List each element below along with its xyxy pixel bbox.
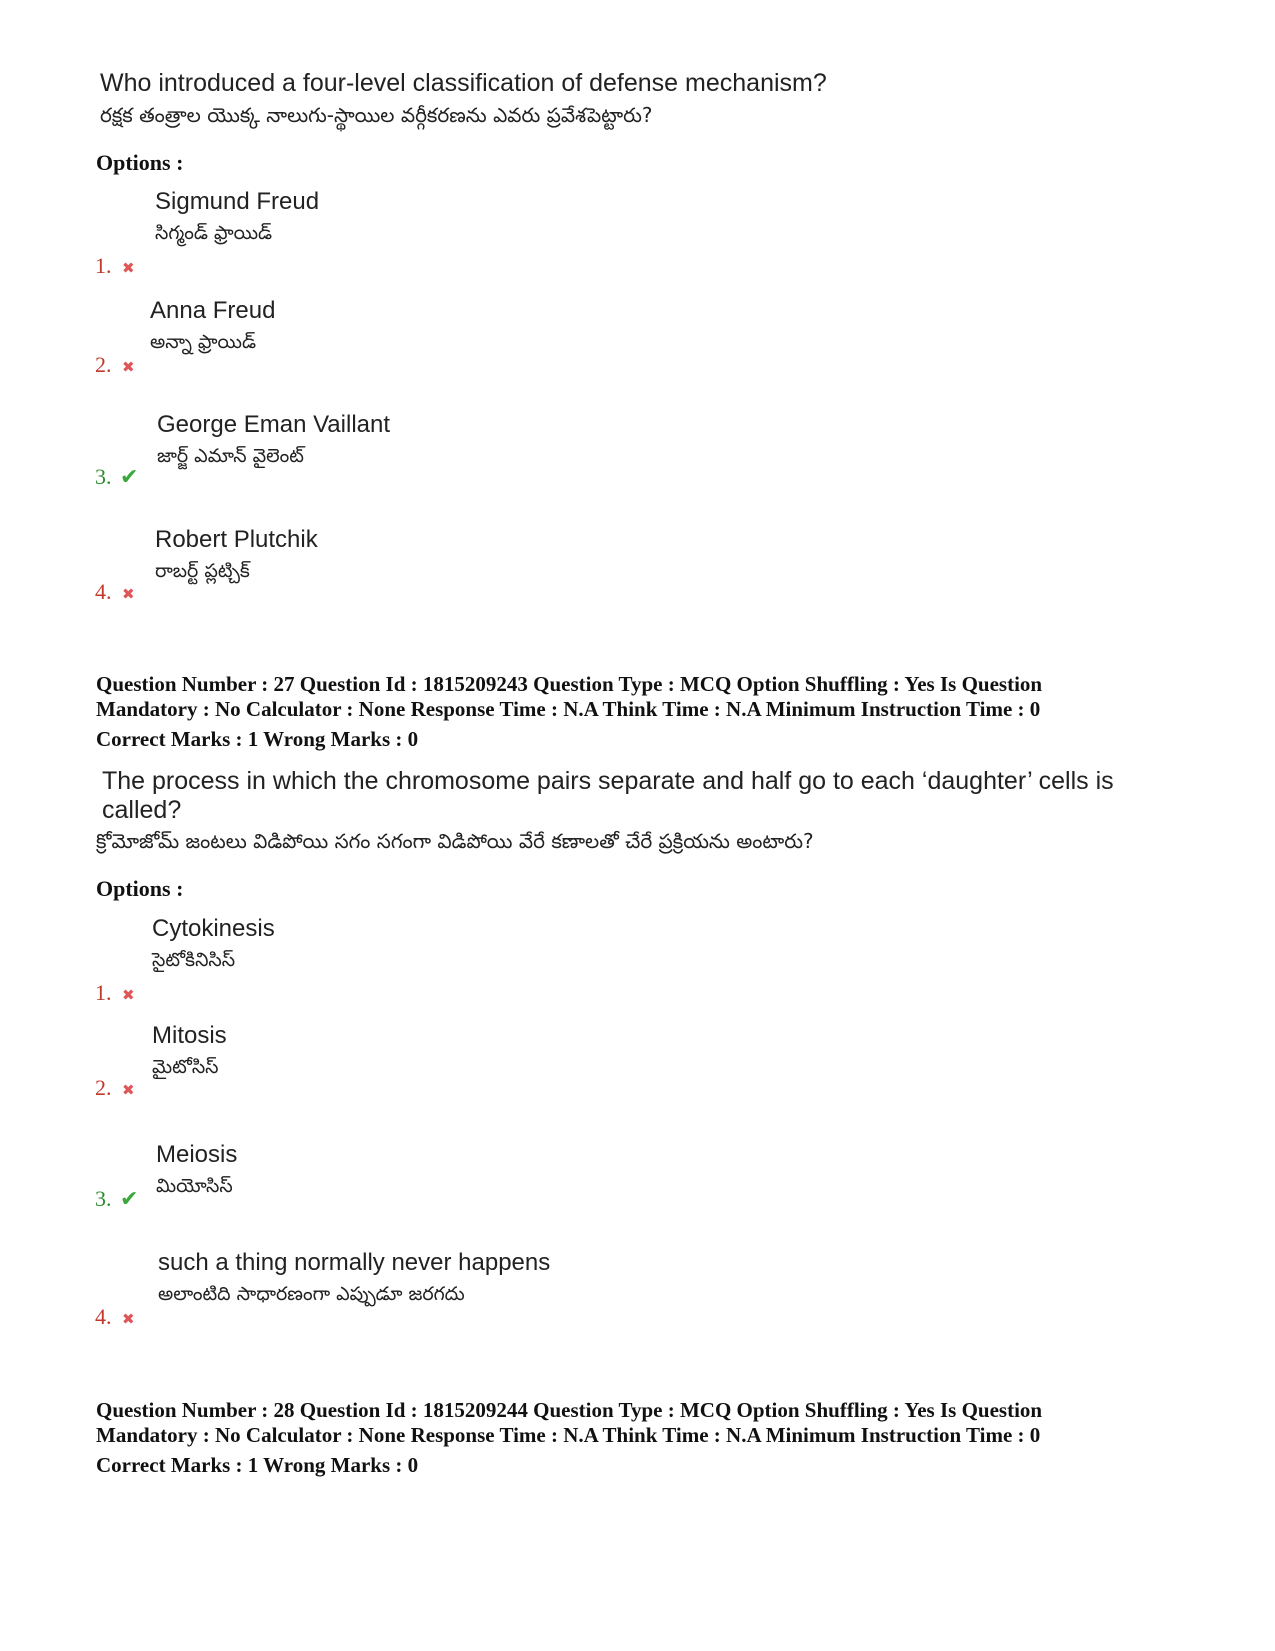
q27-meta-line-2: Mandatory : No Calculator : None Response Time : N.A Think Time : N.A Minimum Instruction Time : 0 xyxy=(96,697,1041,721)
q26-option-1 xyxy=(95,188,1195,278)
check-icon: ✔ xyxy=(120,1187,139,1212)
cross-icon: ✖ xyxy=(122,1081,135,1099)
option-text-en: such a thing normally never happens xyxy=(158,1249,551,1276)
option-number: 2. xyxy=(95,1075,112,1100)
option-number: 1. xyxy=(95,253,112,278)
option-number: 1. xyxy=(95,980,112,1005)
option-text-en: Robert Plutchik xyxy=(155,526,318,553)
option-number: 3. xyxy=(95,464,112,489)
q27-meta-line-3: Correct Marks : 1 Wrong Marks : 0 xyxy=(96,727,419,751)
cross-icon: ✖ xyxy=(122,259,135,277)
q27-option-3 xyxy=(95,1141,1195,1211)
q27-option-2 xyxy=(95,1022,1195,1100)
q27-question-en-line-1: The process in which the chromosome pairs separate and half go to each ‘daughter’ cells is xyxy=(102,767,1114,795)
option-number: 4. xyxy=(95,579,112,604)
option-text-en: George Eman Vaillant xyxy=(157,411,391,438)
option-text-en: Cytokinesis xyxy=(152,915,275,942)
option-text-te: సిగ్మండ్ ఫ్రాయిడ్ xyxy=(155,222,273,244)
cross-icon: ✖ xyxy=(122,986,135,1004)
q26-question-en: Who introduced a four-level classification of defense mechanism? xyxy=(100,69,827,97)
option-number: 2. xyxy=(95,352,112,377)
q28-metadata xyxy=(96,1398,1206,1478)
q26-option-2 xyxy=(95,297,1195,377)
option-text-te: మైటోసిస్ xyxy=(152,1056,219,1078)
q27-option-4 xyxy=(95,1249,1195,1329)
q28-meta-line-1: Question Number : 28 Question Id : 1815209244 Question Type : MCQ Option Shuffling : Yes Is Question xyxy=(96,1398,1043,1422)
cross-icon: ✖ xyxy=(122,1310,135,1328)
q27-question-en-line-2: called? xyxy=(102,796,182,824)
option-text-te: అలాంటిది సాధారణంగా ఎప్పుడూ జరగదు xyxy=(158,1283,465,1305)
option-text-te: సైటోకినిసిస్ xyxy=(152,949,236,971)
option-text-en: Meiosis xyxy=(156,1141,238,1168)
option-text-te: అన్నా ఫ్రాయిడ్ xyxy=(150,331,257,353)
option-text-te: జార్జ్ ఎమాన్ వైలెంట్ xyxy=(157,445,304,467)
q27-metadata xyxy=(96,672,1206,752)
option-text-te: మియోసిస్ xyxy=(156,1175,233,1197)
q26-option-3 xyxy=(95,411,1195,489)
option-text-en: Anna Freud xyxy=(150,297,276,324)
q27-option-1 xyxy=(95,915,1195,1005)
option-number: 3. xyxy=(95,1186,112,1211)
cross-icon: ✖ xyxy=(122,358,135,376)
q27-options-label: Options : xyxy=(96,876,184,901)
q26-option-4 xyxy=(95,526,1195,604)
q27-meta-line-1: Question Number : 27 Question Id : 1815209243 Question Type : MCQ Option Shuffling : Yes Is Question xyxy=(96,672,1043,696)
q27-question-te: క్రోమోజోమ్ జంటలు విడిపోయి సగం సగంగా విడిపోయి వేరే కణాలతో చేరే ప్రక్రియను అంటారు? xyxy=(96,829,814,853)
option-number: 4. xyxy=(95,1304,112,1329)
q26-question-te: రక్షక తంత్రాల యొక్క నాలుగు-స్థాయిల వర్గీకరణను ఎవరు ప్రవేశపెట్టారు? xyxy=(100,103,653,127)
check-icon: ✔ xyxy=(120,465,139,490)
cross-icon: ✖ xyxy=(122,585,135,603)
q28-meta-line-2: Mandatory : No Calculator : None Response Time : N.A Think Time : N.A Minimum Instruction Time : 0 xyxy=(96,1423,1041,1447)
q26-options-label: Options : xyxy=(96,150,184,175)
q28-meta-line-3: Correct Marks : 1 Wrong Marks : 0 xyxy=(96,1453,419,1477)
option-text-en: Sigmund Freud xyxy=(155,188,320,215)
option-text-en: Mitosis xyxy=(152,1022,227,1049)
option-text-te: రాబర్ట్ ప్లట్చిక్ xyxy=(155,560,250,582)
